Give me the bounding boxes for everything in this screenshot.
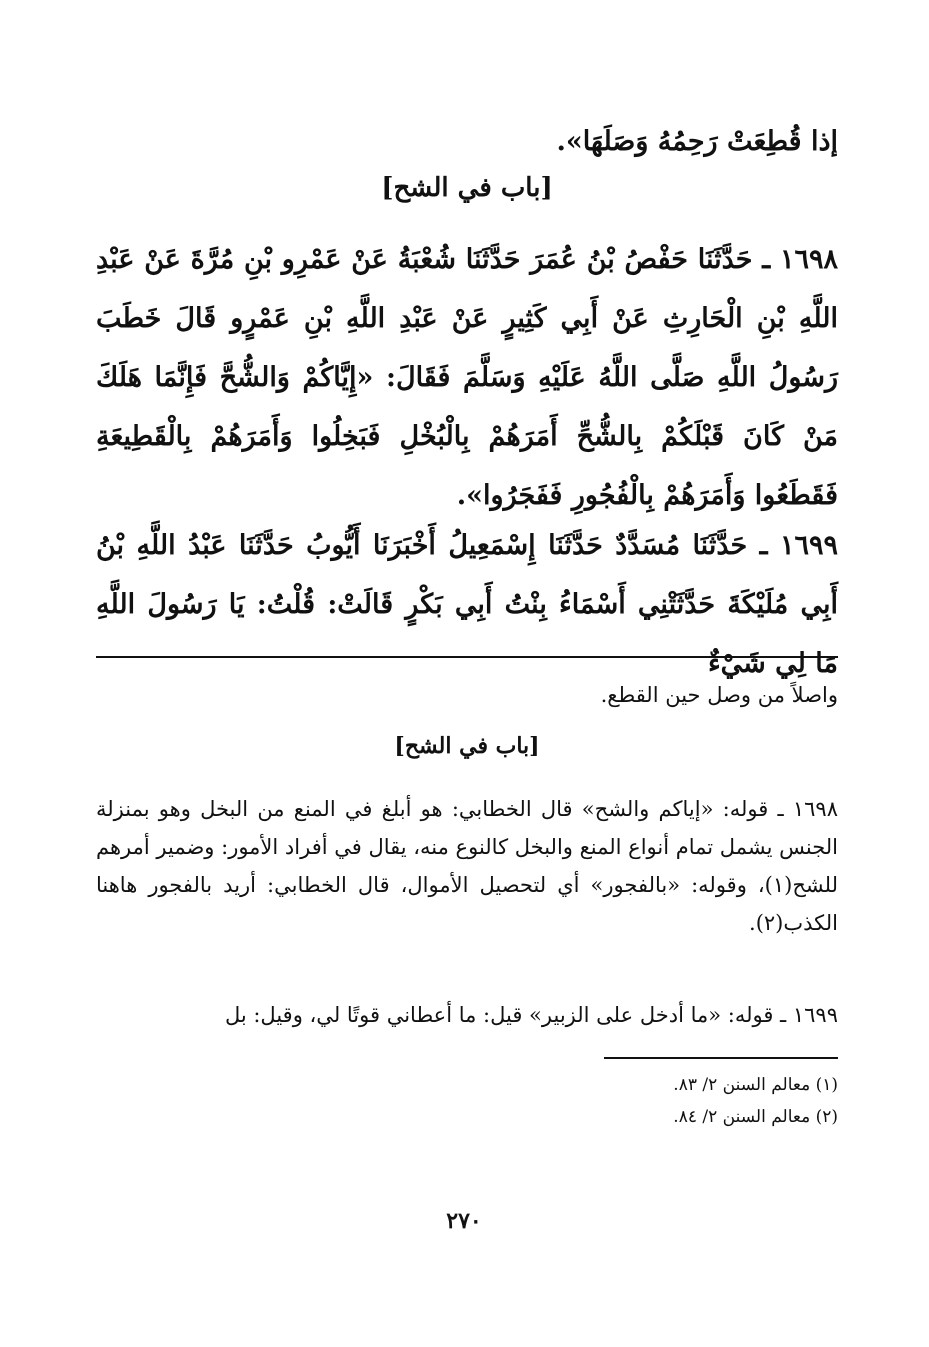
text-commentary-divider: [96, 656, 838, 658]
footnote-divider: [604, 1057, 838, 1059]
commentary-section-heading: [باب في الشح]: [394, 733, 540, 759]
main-opening-line: إذا قُطِعَتْ رَحِمُهُ وَصَلَهَا».: [556, 126, 838, 157]
page-number: ٢٧٠: [446, 1208, 482, 1234]
commentary-note-1699: ١٦٩٩ ـ قوله: «ما أدخل على الزبير» قيل: ما أعطاني قوتًا لي، وقيل: بل: [224, 1003, 838, 1027]
hadith-1699: ١٦٩٩ ـ حَدَّثَنَا مُسَدَّدٌ حَدَّثَنَا إِسْمَعِيلُ أَخْبَرَنَا أَيُّوبُ حَدَّثَنَا عَبْدُ اللَّهِ بْنُ أَبِي مُلَيْكَةَ حَدَّثَتْنِي أَسْمَاءُ بِنْتُ أَبِي بَكْرٍ قَالَتْ: قُلْتُ: يَا رَسُولَ اللَّهِ مَا لِي شَيْءٌ: [96, 530, 838, 679]
footnote-2: (٢) معالم السنن ٢/ ٨٤.: [673, 1107, 838, 1127]
footnote-1: (١) معالم السنن ٢/ ٨٣.: [673, 1075, 838, 1095]
commentary-opening-line: واصلاً من وصل حين القطع.: [600, 683, 838, 707]
section-heading: [باب في الشح]: [381, 173, 553, 203]
hadith-1698: ١٦٩٨ ـ حَدَّثَنَا حَفْصُ بْنُ عُمَرَ حَدَّثَنَا شُعْبَةُ عَنْ عَمْرِو بْنِ مُرَّةَ عَنْ عَبْدِ اللَّهِ بْنِ الْحَارِثِ عَنْ أَبِي كَثِيرٍ عَنْ عَبْدِ اللَّهِ بْنِ عَمْرٍو قَالَ خَطَبَ رَسُولُ اللَّهِ صَلَّى اللَّهُ عَلَيْهِ وَسَلَّمَ فَقَالَ: «إِيَّاكُمْ وَالشُّحَّ فَإِنَّمَا هَلَكَ مَنْ كَانَ قَبْلَكُمْ بِالشُّحِّ أَمَرَهُمْ بِالْبُخْلِ فَبَخِلُوا وَأَمَرَهُمْ بِالْقَطِيعَةِ فَقَطَعُوا وَأَمَرَهُمْ بِالْفُجُورِ فَفَجَرُوا».: [96, 244, 838, 511]
commentary-note-1698: ١٦٩٨ ـ قوله: «إياكم والشح» قال الخطابي: هو أبلغ في المنع من البخل وهو بمنزلة الجنس يشمل تمام أنواع المنع والبخل كالنوع منه، يقال في أفراد الأمور: وضمير أمرهم للشح(١)، وقوله: «بالفجور» أي لتحصيل الأموال، قال الخطابي: أريد بالفجور هاهنا الكذب(٢).: [96, 797, 838, 935]
